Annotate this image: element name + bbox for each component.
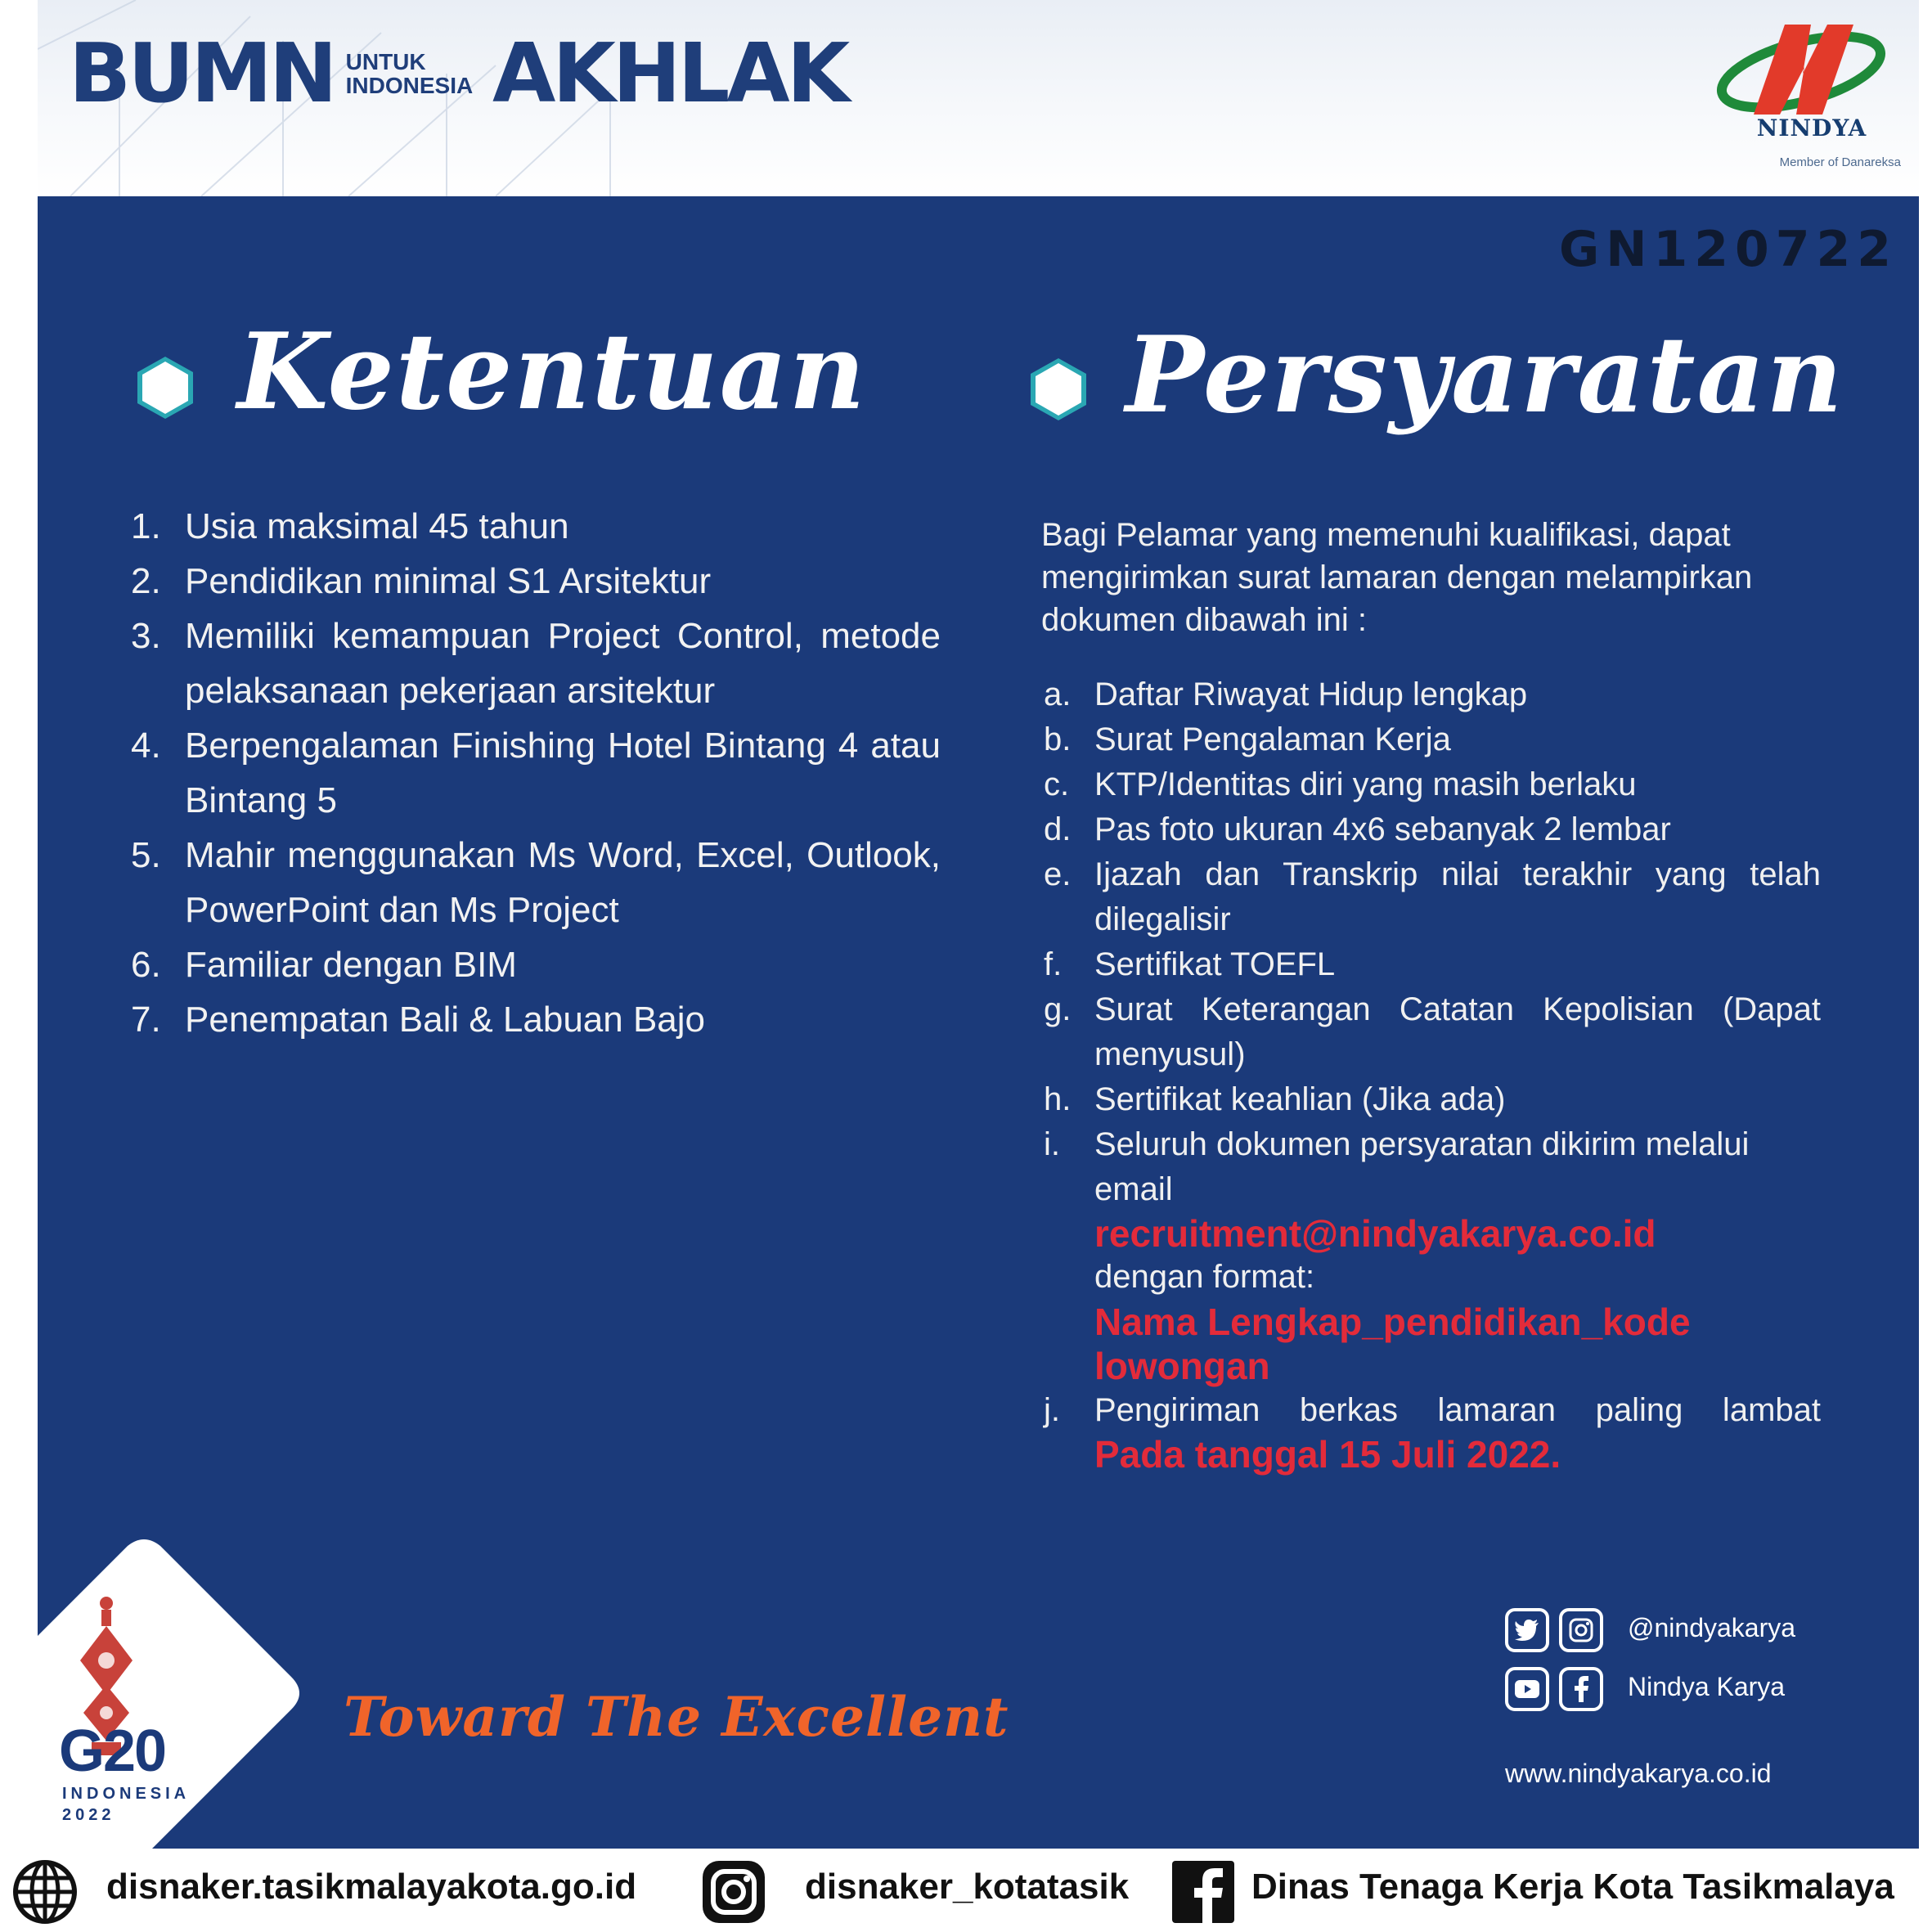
footer-instagram[interactable]: disnaker_kotatasik — [805, 1867, 1130, 1907]
social-name[interactable]: Nindya Karya — [1628, 1672, 1786, 1701]
email-subject-format: Nama Lengkap_pendidikan_kode lowongan — [1094, 1301, 1691, 1387]
item-j-text: Pengiriman berkas lamaran paling lambat — [1094, 1392, 1821, 1428]
ketentuan-list — [131, 499, 941, 1047]
list-item: h. Sertifikat keahlian (Jika ada) — [1044, 1081, 1506, 1117]
instagram-icon — [700, 1858, 767, 1925]
persyaratan-intro: Bagi Pelamar yang memenuhi kualifikasi, dapat mengirimkan surat lamaran dengan melampirkan dokumen dibawah ini : — [1041, 517, 1753, 638]
tagline: Toward The Excellent — [344, 1685, 1009, 1749]
hexagon-bullet-icon — [136, 355, 195, 420]
twitter-icon[interactable] — [1505, 1608, 1549, 1652]
bumn-logo-sub-1: UNTUK — [345, 48, 426, 74]
list-item: f. Sertifikat TOEFL — [1044, 946, 1336, 982]
instagram-icon[interactable] — [1559, 1608, 1603, 1652]
list-item: 3. Memiliki kemampuan Project Control, metode pelaksanaan pekerjaan arsitektur — [131, 616, 941, 711]
list-item: b. Surat Pengalaman Kerja — [1044, 721, 1451, 757]
ketentuan-title: Ketentuan — [237, 311, 867, 434]
list-item: c. KTP/Identitas diri yang masih berlaku — [1044, 766, 1637, 802]
bumn-logo-sub — [346, 50, 474, 98]
list-item: a. Daftar Riwayat Hidup lengkap — [1044, 676, 1528, 712]
social-handle[interactable]: @nindyakarya — [1628, 1613, 1796, 1642]
item-i-text: Seluruh dokumen persyaratan dikirim melalui email — [1094, 1126, 1750, 1207]
job-code: GN120722 — [1559, 221, 1898, 278]
list-item: d. Pas foto ukuran 4x6 sebanyak 2 lembar — [1044, 811, 1671, 847]
bumn-logo-sub-2: INDONESIA — [345, 73, 474, 98]
nindya-logo-icon — [1705, 8, 1893, 180]
g20-country: INDONESIA — [62, 1785, 191, 1803]
list-item: 2. Pendidikan minimal S1 Arsitektur — [131, 561, 712, 601]
facebook-icon[interactable] — [1559, 1667, 1603, 1711]
company-website[interactable]: www.nindyakarya.co.id — [1505, 1759, 1772, 1788]
list-item: 5. Mahir menggunakan Ms Word, Excel, Outlook, PowerPoint dan Ms Project — [131, 835, 941, 930]
list-item: i. Seluruh dokumen persyaratan dikirim melalui email recruitment@nindyakarya.co.id dengan format: Nama Lengkap_pendidikan_kode lowongan — [1044, 1122, 1821, 1388]
hexagon-bullet-icon — [1029, 357, 1088, 422]
format-label: dengan format: — [1094, 1259, 1315, 1295]
footer-website[interactable]: disnaker.tasikmalayakota.go.id — [106, 1867, 637, 1907]
list-item: j. Pengiriman berkas lamaran paling lambat Pada tanggal 15 Juli 2022. — [1044, 1388, 1821, 1476]
youtube-icon[interactable] — [1505, 1667, 1549, 1711]
nindya-logo-name: NINDYA — [1756, 115, 1867, 142]
persyaratan-title: Persyaratan — [1126, 314, 1844, 437]
globe-icon — [11, 1858, 79, 1925]
facebook-icon — [1170, 1858, 1237, 1925]
list-item: 1. Usia maksimal 45 tahun — [131, 506, 569, 546]
nindya-logo-member: Member of Danareksa — [1779, 155, 1901, 169]
g20-logo-text: G20 — [59, 1719, 166, 1784]
g20-logo-sub — [62, 1783, 190, 1826]
email-address[interactable]: recruitment@nindyakarya.co.id — [1094, 1212, 1656, 1255]
g20-year: 2022 — [62, 1806, 115, 1824]
footer-facebook[interactable]: Dinas Tenaga Kerja Kota Tasikmalaya — [1251, 1867, 1894, 1907]
list-item: g. Surat Keterangan Catatan Kepolisian (Dapat menyusul) — [1044, 991, 1821, 1072]
list-item: 4. Berpengalaman Finishing Hotel Bintang 4 atau Bintang 5 — [131, 726, 941, 820]
persyaratan-list — [1044, 672, 1821, 1476]
list-item: e. Ijazah dan Transkrip nilai terakhir yang telah dilegalisir — [1044, 856, 1821, 937]
list-item: 6. Familiar dengan BIM — [131, 945, 517, 985]
list-item: 7. Penempatan Bali & Labuan Bajo — [131, 1000, 706, 1040]
bumn-logo-word: BUMN — [69, 25, 335, 121]
deadline-text: Pada tanggal 15 Juli 2022. — [1094, 1433, 1561, 1476]
akhlak-logo: AKHLAK — [492, 25, 847, 121]
bumn-logo — [69, 25, 474, 121]
